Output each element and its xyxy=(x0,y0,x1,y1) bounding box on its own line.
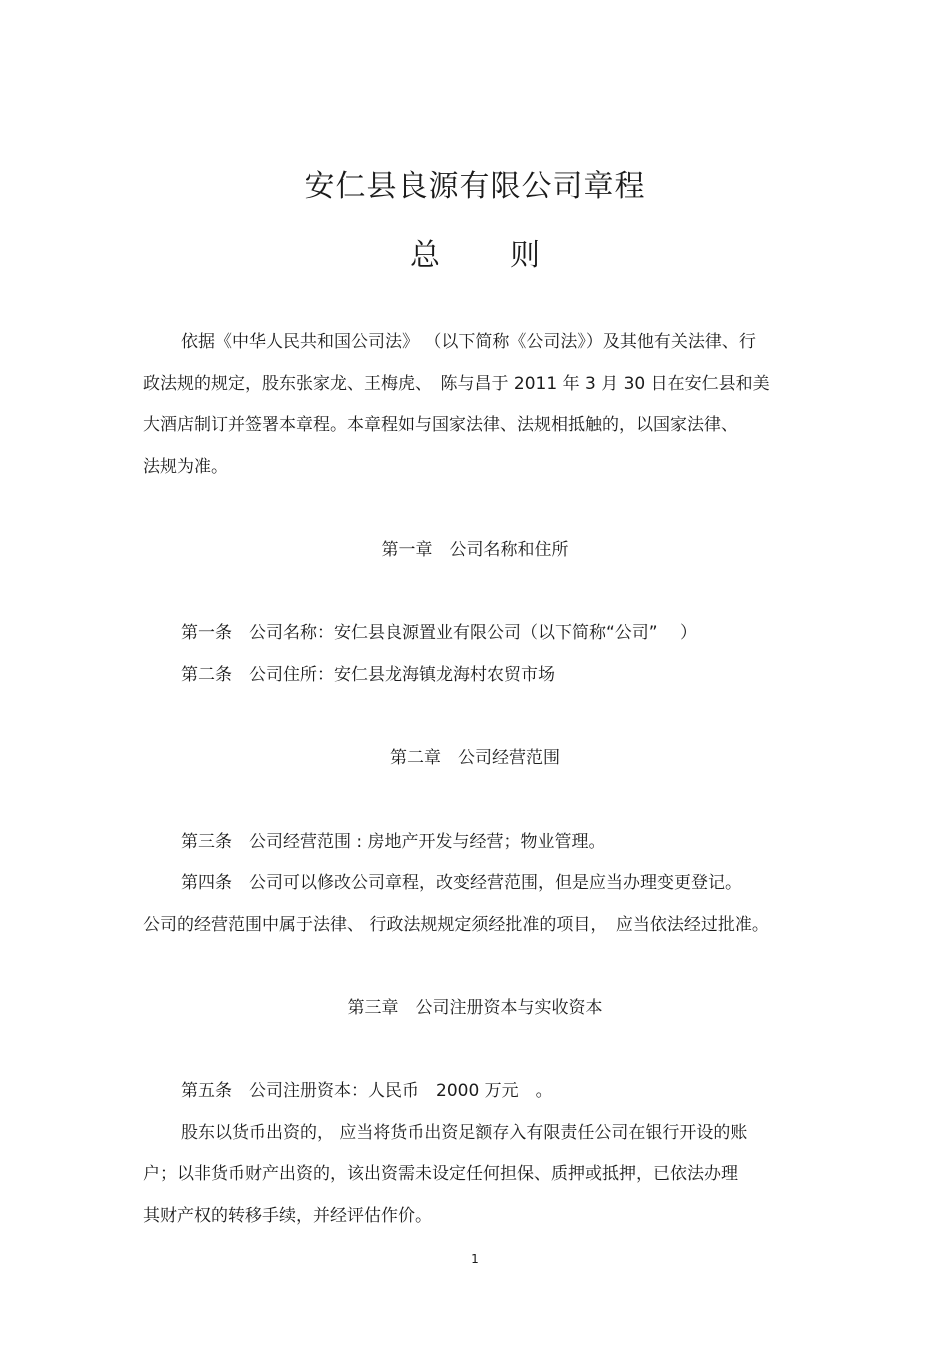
page-number: 1 xyxy=(471,1252,479,1266)
article-2: 第二条 公司住所：安仁县龙海镇龙海村农贸市场 xyxy=(181,665,555,685)
article-4-continued: 公司的经营范围中属于法律、 行政法规规定须经批准的项目， 应当依法经过批准。 xyxy=(143,915,769,935)
article-5-paragraph-line-2: 户；以非货币财产出资的，该出资需未设定任何担保、质押或抵押，已依法办理 xyxy=(143,1164,738,1184)
section-heading-general-provisions xyxy=(0,234,950,278)
chapter-2-heading: 第二章 公司经营范围 xyxy=(390,748,560,768)
chapter-3-heading: 第三章 公司注册资本与实收资本 xyxy=(347,998,603,1018)
heading-char-1: 总 xyxy=(410,238,440,273)
preamble-line-2: 政法规的规定，股东张家龙、王梅虎、 陈与昌于 2011 年 3 月 30 日在安仁县和美 xyxy=(143,374,770,394)
article-5-paragraph-line-3: 其财产权的转移手续，并经评估作价。 xyxy=(143,1206,432,1226)
preamble-line-3: 大酒店制订并签署本章程。本章程如与国家法律、法规相抵触的，以国家法律、 xyxy=(143,415,738,435)
preamble-line-1: 依据《中华人民共和国公司法》 （以下简称《公司法》）及其他有关法律、行 xyxy=(181,332,756,352)
chapter-1-heading: 第一章 公司名称和住所 xyxy=(381,540,569,560)
article-1: 第一条 公司名称：安仁县良源置业有限公司（以下简称“公司” ） xyxy=(181,623,698,643)
article-4: 第四条 公司可以修改公司章程，改变经营范围，但是应当办理变更登记。 xyxy=(181,873,742,893)
preamble-line-4: 法规为准。 xyxy=(143,457,228,477)
article-5-paragraph-line-1: 股东以货币出资的， 应当将货币出资足额存入有限责任公司在银行开设的账 xyxy=(181,1123,748,1143)
article-5: 第五条 公司注册资本：人民币 2000 万元 。 xyxy=(181,1081,553,1101)
heading-char-2: 则 xyxy=(510,238,540,273)
article-3: 第三条 公司经营范围 : 房地产开发与经营；物业管理。 xyxy=(181,832,606,852)
document-title: 安仁县良源有限公司章程 xyxy=(304,169,646,204)
